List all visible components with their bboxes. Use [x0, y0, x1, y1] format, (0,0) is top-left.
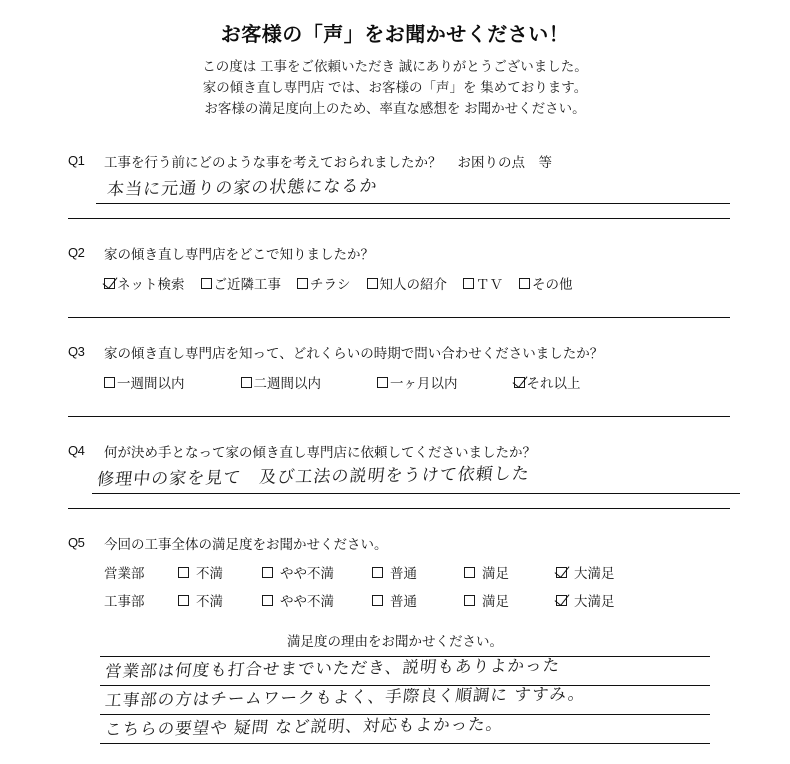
- q5-construction-cell-1[interactable]: [262, 590, 372, 610]
- q2-number: Q2: [68, 245, 85, 260]
- q2-label-referral: 知人の紹介: [379, 277, 447, 292]
- section-divider-2: [68, 317, 730, 318]
- page-title: お客様の「声」をお聞かせください！: [220, 24, 570, 46]
- comment-line-2[interactable]: [100, 686, 710, 715]
- q1-answer-handwriting: 本当に元通りの家の状態になるか: [106, 176, 379, 200]
- q1-answer-field[interactable]: [96, 174, 730, 204]
- comment-handwriting-2: 工事部の方はチームワークもよく、手際良く順調に すすみ。: [104, 684, 587, 711]
- q1-prompt-row: [0, 153, 790, 172]
- q5-construction-checkbox-2[interactable]: [372, 595, 383, 606]
- q1-prompt-main: 工事を行う前にどのような事を考えておられましたか？: [104, 155, 442, 170]
- q3-label-within-2weeks: 二週間以内: [253, 376, 321, 391]
- q3-label-within-1month: 一ヶ月以内: [390, 376, 458, 391]
- intro-line-2: 家の傾き直し専門店 では、お客様の「声」を 集めております。: [202, 80, 588, 95]
- q2-prompt: 家の傾き直し専門店をどこで知りましたか？: [104, 247, 374, 262]
- intro-paragraph: [0, 56, 790, 119]
- q2-option-flyer[interactable]: [297, 273, 351, 293]
- q5-construction-cell-0[interactable]: [178, 590, 262, 610]
- q5-sales-checkbox-0[interactable]: [178, 567, 189, 578]
- q5-row-sales: [0, 562, 790, 582]
- q5-dept-construction: 工事部: [104, 594, 145, 609]
- q5-construction-label-0: 不満: [196, 594, 223, 609]
- q2-label-other: その他: [532, 277, 573, 292]
- q5-construction-checkbox-0[interactable]: [178, 595, 189, 606]
- q2-checkbox-other[interactable]: [519, 278, 530, 289]
- q2-checkbox-net[interactable]: [104, 278, 115, 289]
- q5-row-construction: [0, 590, 790, 610]
- q1-prompt: [104, 153, 790, 172]
- q5-sales-cell-4[interactable]: [556, 562, 615, 582]
- q3-option-within-1month[interactable]: [377, 372, 458, 392]
- survey-page: [0, 18, 790, 764]
- q2-option-tv[interactable]: [463, 273, 503, 293]
- q2-option-referral[interactable]: [367, 273, 448, 293]
- q5-construction-label-3: 満足: [482, 594, 509, 609]
- q5-sales-checkbox-4[interactable]: [556, 567, 567, 578]
- q5-construction-cell-3[interactable]: [464, 590, 556, 610]
- q4-answer-handwriting: 修理中の家を見て 及び工法の説明をうけて依頼した: [96, 463, 531, 490]
- intro-line-3: お客様の満足度向上のため、率直な感想を お聞かせください。: [204, 101, 586, 116]
- q2-label-net: ネット検索: [117, 277, 185, 292]
- comment-heading: 満足度の理由をお聞かせください。: [287, 634, 503, 649]
- q3-checkbox-longer[interactable]: [514, 377, 525, 388]
- q3-option-longer[interactable]: [514, 372, 581, 392]
- q3-prompt: 家の傾き直し専門店を知って、どれくらいの時期で問い合わせくださいましたか？: [104, 346, 604, 361]
- q5-construction-cell-2[interactable]: [372, 590, 464, 610]
- q2-option-net[interactable]: [104, 273, 185, 293]
- q2-checkbox-referral[interactable]: [367, 278, 378, 289]
- question-q4: [0, 443, 790, 509]
- section-divider-4: [68, 508, 730, 509]
- q3-number: Q3: [68, 344, 85, 359]
- q5-construction-label-4: 大満足: [574, 594, 615, 609]
- q5-dept-sales: 営業部: [104, 566, 145, 581]
- q3-options: [0, 372, 790, 392]
- q2-checkbox-tv[interactable]: [463, 278, 474, 289]
- comment-field[interactable]: [100, 656, 710, 744]
- q5-sales-checkbox-1[interactable]: [262, 567, 273, 578]
- q1-prompt-tail: お困りの点 等: [457, 155, 552, 170]
- intro-line-1: この度は 工事をご依頼いただき 誠にありがとうございました。: [202, 59, 588, 74]
- q5-sales-label-0: 不満: [196, 566, 223, 581]
- section-divider-1: [68, 218, 730, 219]
- q5-sales-label-3: 満足: [482, 566, 509, 581]
- q2-option-other[interactable]: [519, 273, 573, 293]
- q4-prompt: 何が決め手となって家の傾き直し専門店に依頼してくださいましたか？: [104, 445, 536, 460]
- q5-number: Q5: [68, 535, 85, 550]
- q3-label-within-1week: 一週間以内: [117, 376, 185, 391]
- question-q2: [0, 245, 790, 318]
- q4-number: Q4: [68, 443, 85, 458]
- q5-sales-label-1: やや不満: [280, 566, 334, 581]
- q3-option-within-1week[interactable]: [104, 372, 185, 392]
- q5-sales-label-2: 普通: [390, 566, 417, 581]
- q2-checkbox-neighbor[interactable]: [201, 278, 212, 289]
- q2-label-neighbor: ご近隣工事: [213, 277, 281, 292]
- q3-label-longer: それ以上: [526, 376, 581, 391]
- q5-construction-checkbox-1[interactable]: [262, 595, 273, 606]
- q4-answer-field[interactable]: [92, 464, 740, 494]
- q2-checkbox-flyer[interactable]: [297, 278, 308, 289]
- q5-construction-label-2: 普通: [390, 594, 417, 609]
- q2-prompt-row: [0, 245, 790, 264]
- q3-checkbox-within-1week[interactable]: [104, 377, 115, 388]
- q5-sales-cell-1[interactable]: [262, 562, 372, 582]
- question-q3: [0, 344, 790, 417]
- q3-checkbox-within-1month[interactable]: [377, 377, 388, 388]
- q5-construction-label-1: やや不満: [280, 594, 334, 609]
- comment-handwriting-3: こちらの要望や 疑問 など説明、対応もよかった。: [104, 714, 505, 740]
- q2-options: [0, 273, 790, 293]
- question-q1: [0, 153, 790, 219]
- comment-handwriting-1: 営業部は何度も打合せまでいただき、説明もありよかった: [104, 655, 562, 682]
- q5-sales-cell-3[interactable]: [464, 562, 556, 582]
- q5-prompt: 今回の工事全体の満足度をお聞かせください。: [104, 537, 388, 552]
- q3-option-within-2weeks[interactable]: [241, 372, 322, 392]
- q5-prompt-row: [0, 535, 790, 554]
- comment-line-1[interactable]: [100, 656, 710, 686]
- q5-sales-cell-0[interactable]: [178, 562, 262, 582]
- q2-option-neighbor[interactable]: [201, 273, 282, 293]
- q5-construction-cell-4[interactable]: [556, 590, 615, 610]
- q3-prompt-row: [0, 344, 790, 363]
- q4-prompt-row: [0, 443, 790, 462]
- question-q5: [0, 535, 790, 610]
- q3-checkbox-within-2weeks[interactable]: [241, 377, 252, 388]
- q5-sales-label-4: 大満足: [574, 566, 615, 581]
- q5-construction-checkbox-3[interactable]: [464, 595, 475, 606]
- q1-number: Q1: [68, 153, 85, 168]
- q2-label-flyer: チラシ: [310, 277, 351, 292]
- q5-sales-checkbox-3[interactable]: [464, 567, 475, 578]
- section-divider-3: [68, 416, 730, 417]
- comment-line-3[interactable]: [100, 715, 710, 744]
- q5-sales-checkbox-2[interactable]: [372, 567, 383, 578]
- q2-label-tv: ＴＶ: [476, 277, 503, 292]
- q5-sales-cell-2[interactable]: [372, 562, 464, 582]
- q5-construction-checkbox-4[interactable]: [556, 595, 567, 606]
